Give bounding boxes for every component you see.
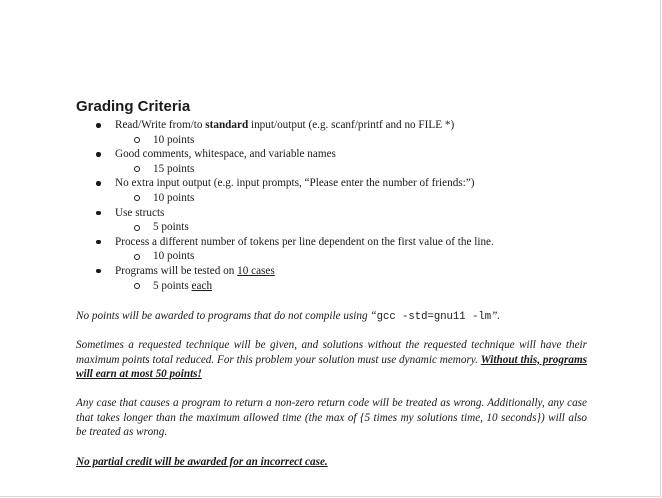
criterion-points: 5 points [76,220,596,235]
criterion-points: 10 points [76,133,596,148]
criterion-points: 10 points [76,249,596,264]
technique-note-text: Sometimes a requested technique will be given, and solutions without the requested technique will have their maximum points total reduced. For this problem your solution must use dynamic memory. [76,339,587,366]
criterion-points: 15 points [76,162,596,177]
compile-note-text: ”. [491,310,501,322]
criterion-text: input/output (e.g. scanf/printf and no FILE *) [248,119,455,131]
criterion-standard-io [76,118,596,133]
criterion-tokens: Process a different number of tokens per line dependent on the first value of the line. [76,235,596,250]
technique-note [76,338,587,382]
compile-note [76,309,587,325]
criterion-test-cases [76,264,596,279]
criterion-comments: Good comments, whitespace, and variable names [76,147,596,162]
criterion-bold-text: standard [205,119,249,131]
compile-note-text: No points will be awarded to programs that do not compile using “ [76,310,377,322]
criterion-underlined-text: 10 cases [237,264,275,277]
compile-command: gcc -std=gnu11 -lm [376,311,492,323]
criterion-no-extra-io: No extra input output (e.g. input prompts, “Please enter the number of friends:”) [76,176,596,191]
wrong-answer-note: Any case that causes a program to return a non-zero return code will be treated as wrong. Additionally, any case that takes longer than the maximum allowed time (the max of {5 times my solutions time, 10 seconds}) will also be treated as wrong. [76,397,587,439]
criterion-text: Programs will be tested on [115,264,238,277]
partial-credit-note [76,455,587,470]
technique-note-emphasis: Without this, programs will earn at most 50 points! [76,353,587,381]
criterion-structs: Use structs [76,206,596,221]
partial-credit-text: No partial credit will be awarded for an incorrect case. [76,456,328,468]
criteria-list [76,118,596,293]
points-underlined-text: each [191,279,213,292]
points-text: 5 points [153,279,192,292]
criterion-text: Read/Write from/to [115,119,206,131]
section-heading: Grading Criteria [76,98,191,115]
criterion-points: 10 points [76,191,596,206]
criterion-points [76,279,596,294]
